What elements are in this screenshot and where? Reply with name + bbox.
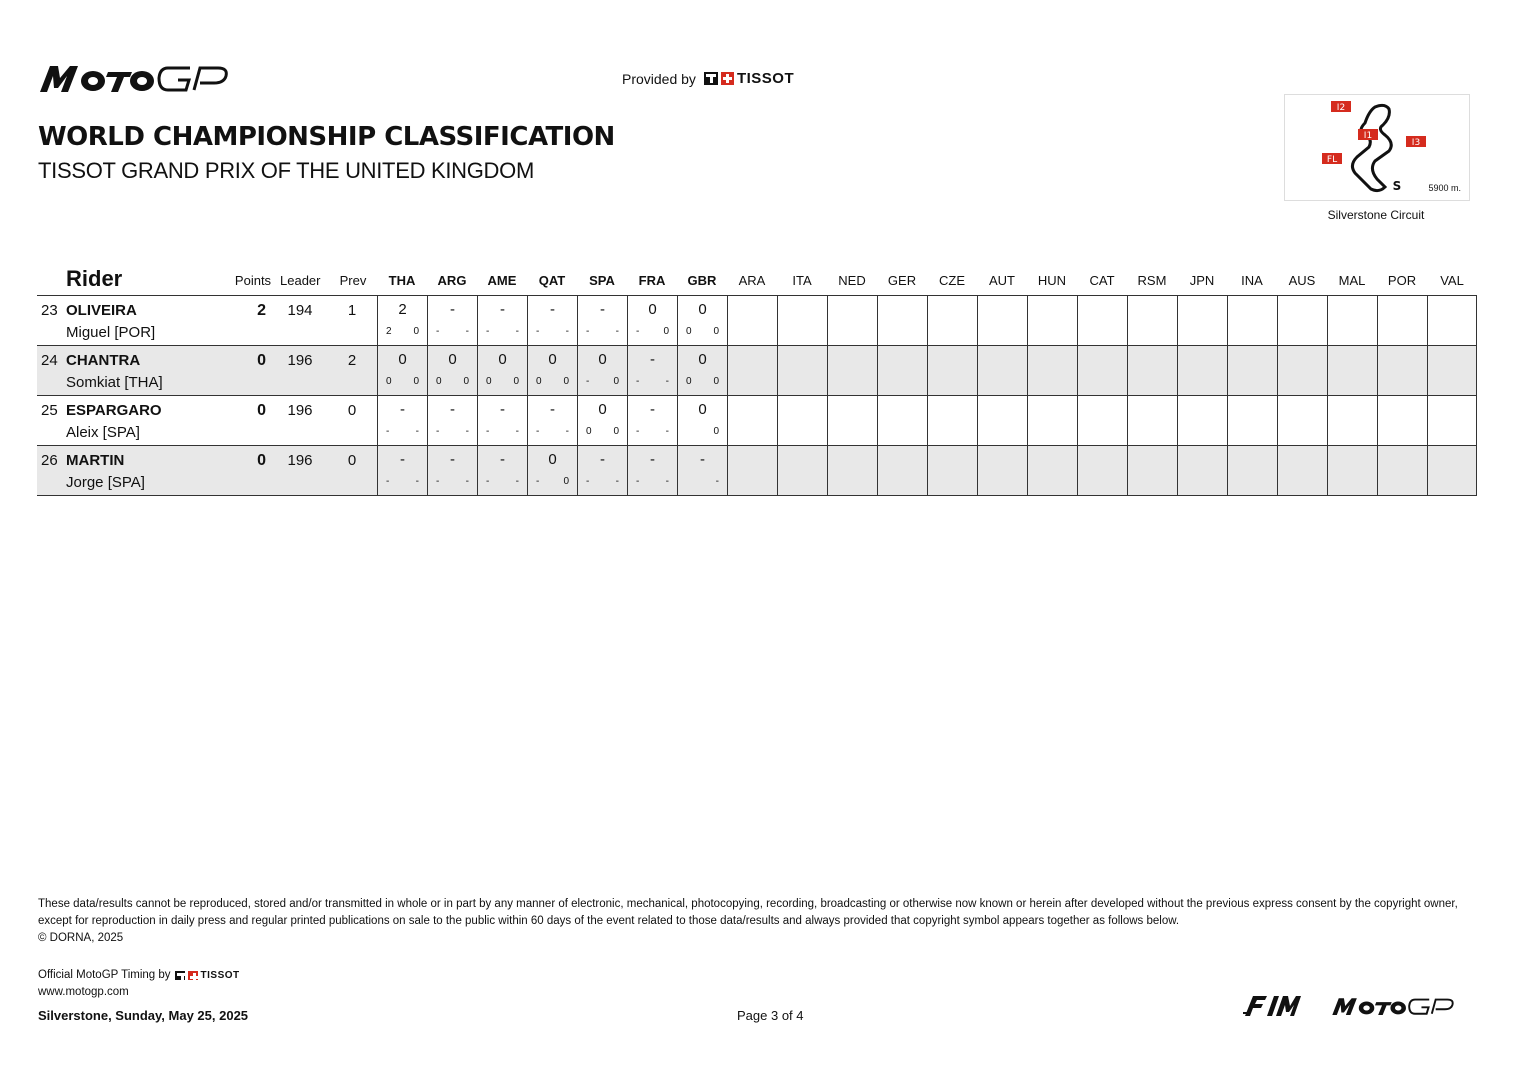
marker-fl: FL bbox=[1326, 155, 1338, 165]
result-cell-ned bbox=[827, 446, 877, 495]
race-sub-value: - bbox=[386, 476, 390, 487]
result-cell-val bbox=[1427, 396, 1477, 445]
result-cell-qat bbox=[527, 396, 577, 445]
circuit-map bbox=[1284, 94, 1470, 201]
race-sub-value: - bbox=[486, 426, 490, 437]
rider-last-name: CHANTRA bbox=[66, 352, 141, 369]
fim-logo bbox=[1243, 992, 1303, 1018]
race-sub-value: 0 bbox=[463, 376, 469, 387]
race-sub-value: - bbox=[486, 476, 490, 487]
race-sub-value: - bbox=[636, 326, 640, 337]
race-points: - bbox=[550, 401, 555, 418]
race-header-ame: AME bbox=[487, 273, 517, 288]
result-cell-jpn bbox=[1177, 396, 1227, 445]
result-cell-por bbox=[1377, 296, 1427, 345]
rider-position: 23 bbox=[41, 302, 58, 319]
page-subtitle: TISSOT GRAND PRIX OF THE UNITED KINGDOM bbox=[38, 158, 534, 183]
result-cell-ita bbox=[777, 396, 827, 445]
race-points: 0 bbox=[548, 451, 557, 468]
result-cell-hun bbox=[1027, 396, 1077, 445]
result-cell-spa bbox=[577, 396, 627, 445]
prev-gap: 0 bbox=[347, 402, 357, 419]
result-cell-ned bbox=[827, 346, 877, 395]
race-points: - bbox=[550, 301, 555, 318]
result-cell-por bbox=[1377, 346, 1427, 395]
classification-table bbox=[37, 266, 1477, 496]
tissot-wordmark: TISSOT bbox=[736, 70, 795, 87]
race-sub-value: 0 bbox=[486, 376, 492, 387]
result-cell-gbr bbox=[677, 346, 727, 395]
result-cell-cat bbox=[1077, 346, 1127, 395]
race-header-ned: NED bbox=[838, 273, 866, 288]
tissot-t-icon bbox=[704, 72, 718, 85]
race-header-mal: MAL bbox=[1338, 273, 1366, 288]
race-points: - bbox=[650, 351, 655, 368]
result-cell-arg bbox=[427, 346, 477, 395]
track-outline-icon bbox=[1352, 105, 1391, 190]
swiss-cross-icon bbox=[188, 971, 198, 980]
marker-i1: I1 bbox=[1363, 131, 1373, 141]
result-cell-tha bbox=[377, 346, 427, 395]
race-points: 0 bbox=[498, 351, 507, 368]
race-sub-value: 0 bbox=[713, 376, 719, 387]
motogp-logo-footer bbox=[1331, 994, 1457, 1018]
circuit-name: Silverstone Circuit bbox=[1327, 208, 1425, 222]
marker-i2: I2 bbox=[1336, 103, 1346, 113]
rider-last-name: MARTIN bbox=[66, 452, 125, 469]
race-sub-value: - bbox=[665, 376, 669, 387]
race-header-ita: ITA bbox=[792, 273, 812, 288]
result-cell-hun bbox=[1027, 446, 1077, 495]
website: www.motogp.com bbox=[38, 986, 129, 998]
result-cell-ita bbox=[777, 346, 827, 395]
result-cell-val bbox=[1427, 346, 1477, 395]
race-sub-value: - bbox=[565, 426, 569, 437]
race-header-fra: FRA bbox=[638, 273, 666, 288]
result-cell-rsm bbox=[1127, 446, 1177, 495]
race-points: 0 bbox=[598, 351, 607, 368]
result-cell-spa bbox=[577, 346, 627, 395]
table-row bbox=[37, 396, 1477, 446]
race-header-rsm: RSM bbox=[1137, 273, 1167, 288]
table-row bbox=[37, 446, 1477, 496]
page-title: WORLD CHAMPIONSHIP CLASSIFICATION bbox=[38, 122, 615, 152]
result-cell-cat bbox=[1077, 396, 1127, 445]
prev-gap: 1 bbox=[347, 302, 357, 319]
race-header-val: VAL bbox=[1440, 273, 1464, 288]
race-header-ina: INA bbox=[1241, 273, 1263, 288]
result-cell-hun bbox=[1027, 346, 1077, 395]
race-sub-value: - bbox=[386, 426, 390, 437]
race-points: - bbox=[500, 301, 505, 318]
race-points: - bbox=[400, 401, 405, 418]
race-sub-value: 0 bbox=[586, 426, 592, 437]
table-body bbox=[37, 296, 1477, 496]
rider-first-name: Somkiat [THA] bbox=[66, 374, 163, 391]
race-sub-value: - bbox=[636, 476, 640, 487]
race-sub-value: 0 bbox=[613, 376, 619, 387]
result-cell-ger bbox=[877, 296, 927, 345]
result-cell-aut bbox=[977, 296, 1027, 345]
race-sub-value: - bbox=[536, 426, 540, 437]
race-points: - bbox=[450, 301, 455, 318]
race-sub-value: - bbox=[515, 476, 519, 487]
tissot-logo-small bbox=[175, 970, 240, 981]
event-location-date: Silverstone, Sunday, May 25, 2025 bbox=[38, 1008, 249, 1023]
result-cell-val bbox=[1427, 446, 1477, 495]
result-cell-fra bbox=[627, 446, 677, 495]
race-points: 0 bbox=[448, 351, 457, 368]
race-sub-value: 0 bbox=[713, 326, 719, 337]
result-cell-ame bbox=[477, 346, 527, 395]
rider-last-name: ESPARGARO bbox=[66, 402, 162, 419]
race-sub-value: - bbox=[665, 476, 669, 487]
rider-position: 26 bbox=[41, 452, 58, 469]
result-cell-val bbox=[1427, 296, 1477, 345]
race-sub-value: - bbox=[415, 476, 419, 487]
race-sub-value: - bbox=[465, 476, 469, 487]
provided-by bbox=[622, 70, 794, 87]
race-header-jpn: JPN bbox=[1189, 273, 1215, 288]
result-cell-ina bbox=[1227, 396, 1277, 445]
tissot-t-icon bbox=[175, 971, 185, 980]
result-cell-spa bbox=[577, 446, 627, 495]
result-cell-ger bbox=[877, 396, 927, 445]
race-points: - bbox=[650, 401, 655, 418]
prev-header: Prev bbox=[339, 273, 367, 288]
result-cell-cze bbox=[927, 446, 977, 495]
result-cell-fra bbox=[627, 296, 677, 345]
leader-gap: 196 bbox=[287, 352, 313, 369]
disclaimer: These data/results cannot be reproduced, stored and/or transmitted in whole or in part by any manner of electronic, mechanical, photocopying, recording, broadcasting or otherwise now known or herein after developed without the previous express consent by the copyright owner, except for reproduction in daily press and regular printed publications on sale to the public within 60 days of the event related to those data/results and always provided that copyright symbol appears together as follows below. bbox=[38, 898, 1458, 927]
result-cell-cze bbox=[927, 296, 977, 345]
race-points: 2 bbox=[398, 301, 407, 318]
result-cell-qat bbox=[527, 346, 577, 395]
result-cell-por bbox=[1377, 446, 1427, 495]
leader-gap: 194 bbox=[287, 302, 313, 319]
result-cell-fra bbox=[627, 396, 677, 445]
race-points: 0 bbox=[548, 351, 557, 368]
swiss-cross-icon bbox=[721, 72, 734, 85]
race-sub-value: 0 bbox=[563, 376, 569, 387]
provided-by-label: Provided by bbox=[622, 70, 696, 87]
race-sub-value: - bbox=[665, 426, 669, 437]
race-sub-value: - bbox=[536, 326, 540, 337]
race-sub-value: - bbox=[486, 326, 490, 337]
result-cell-mal bbox=[1327, 346, 1377, 395]
race-sub-value: - bbox=[515, 326, 519, 337]
result-cell-cat bbox=[1077, 296, 1127, 345]
result-cell-ara bbox=[727, 296, 777, 345]
race-sub-value: 0 bbox=[413, 326, 419, 337]
leader-gap: 196 bbox=[287, 402, 313, 419]
table-row bbox=[37, 346, 1477, 396]
result-cell-spa bbox=[577, 296, 627, 345]
race-header-tha: THA bbox=[388, 273, 416, 288]
table-header bbox=[37, 266, 1477, 296]
result-cell-aut bbox=[977, 396, 1027, 445]
result-cell-ame bbox=[477, 296, 527, 345]
race-sub-value: - bbox=[586, 326, 590, 337]
prev-gap: 2 bbox=[347, 352, 357, 369]
race-sub-value: 0 bbox=[563, 476, 569, 487]
race-points: 0 bbox=[698, 301, 707, 318]
tissot-logo bbox=[704, 70, 794, 87]
marker-i3: I3 bbox=[1411, 138, 1421, 148]
tissot-wordmark: TISSOT bbox=[200, 969, 240, 981]
race-header-cat: CAT bbox=[1089, 273, 1115, 288]
race-sub-value: 0 bbox=[513, 376, 519, 387]
result-cell-mal bbox=[1327, 446, 1377, 495]
result-cell-ara bbox=[727, 396, 777, 445]
rider-first-name: Aleix [SPA] bbox=[66, 424, 140, 441]
race-points: - bbox=[450, 451, 455, 468]
result-cell-arg bbox=[427, 396, 477, 445]
race-header-ger: GER bbox=[887, 273, 917, 288]
rider-first-name: Jorge [SPA] bbox=[66, 474, 145, 491]
race-sub-value: 0 bbox=[686, 326, 692, 337]
result-cell-cze bbox=[927, 346, 977, 395]
result-cell-mal bbox=[1327, 296, 1377, 345]
result-cell-qat bbox=[527, 296, 577, 345]
result-cell-jpn bbox=[1177, 446, 1227, 495]
result-cell-aus bbox=[1277, 296, 1327, 345]
race-points: 0 bbox=[398, 351, 407, 368]
race-points: - bbox=[700, 451, 705, 468]
result-cell-ina bbox=[1227, 446, 1277, 495]
race-points: 0 bbox=[648, 301, 657, 318]
timing-label: Official MotoGP Timing by bbox=[38, 969, 171, 981]
result-cell-jpn bbox=[1177, 296, 1227, 345]
race-header-hun: HUN bbox=[1037, 273, 1067, 288]
race-sub-value: - bbox=[436, 476, 440, 487]
race-points: 0 bbox=[598, 401, 607, 418]
result-cell-gbr bbox=[677, 296, 727, 345]
race-points: - bbox=[500, 401, 505, 418]
result-cell-ina bbox=[1227, 296, 1277, 345]
result-cell-tha bbox=[377, 446, 427, 495]
rider-points: 2 bbox=[257, 302, 266, 319]
race-sub-value: 0 bbox=[686, 376, 692, 387]
race-sub-value: - bbox=[586, 376, 590, 387]
race-sub-value: - bbox=[436, 326, 440, 337]
result-cell-aus bbox=[1277, 346, 1327, 395]
result-cell-ara bbox=[727, 346, 777, 395]
prev-gap: 0 bbox=[347, 452, 357, 469]
result-cell-rsm bbox=[1127, 346, 1177, 395]
race-sub-value: - bbox=[615, 476, 619, 487]
race-sub-value: - bbox=[436, 426, 440, 437]
race-header-aus: AUS bbox=[1288, 273, 1316, 288]
result-cell-ita bbox=[777, 296, 827, 345]
race-sub-value: 0 bbox=[536, 376, 542, 387]
points-header: Points bbox=[234, 273, 272, 288]
race-sub-value: - bbox=[515, 426, 519, 437]
race-points: - bbox=[400, 451, 405, 468]
rider-header: Rider bbox=[66, 266, 123, 291]
result-cell-ned bbox=[827, 396, 877, 445]
result-cell-ame bbox=[477, 446, 527, 495]
race-sub-value: 0 bbox=[413, 376, 419, 387]
race-header-por: POR bbox=[1387, 273, 1417, 288]
race-points: - bbox=[600, 301, 605, 318]
table-row bbox=[37, 296, 1477, 346]
race-header-aut: AUT bbox=[989, 273, 1015, 288]
copyright: © DORNA, 2025 bbox=[38, 932, 124, 944]
race-sub-value: 0 bbox=[663, 326, 669, 337]
race-points: - bbox=[450, 401, 455, 418]
race-points: - bbox=[650, 451, 655, 468]
result-cell-aut bbox=[977, 346, 1027, 395]
result-cell-tha bbox=[377, 296, 427, 345]
result-cell-arg bbox=[427, 446, 477, 495]
race-sub-value: - bbox=[565, 326, 569, 337]
official-timing bbox=[38, 969, 240, 981]
motogp-logo bbox=[38, 62, 233, 94]
race-sub-value: 2 bbox=[386, 326, 392, 337]
race-points: - bbox=[600, 451, 605, 468]
result-cell-cat bbox=[1077, 446, 1127, 495]
result-cell-jpn bbox=[1177, 346, 1227, 395]
rider-points: 0 bbox=[257, 452, 266, 469]
result-cell-por bbox=[1377, 396, 1427, 445]
marker-start: S bbox=[1392, 179, 1402, 193]
result-cell-ned bbox=[827, 296, 877, 345]
race-header-gbr: GBR bbox=[687, 273, 717, 288]
result-cell-ame bbox=[477, 396, 527, 445]
result-cell-aus bbox=[1277, 446, 1327, 495]
leader-gap: 196 bbox=[287, 452, 313, 469]
result-cell-fra bbox=[627, 346, 677, 395]
race-sub-value: - bbox=[465, 426, 469, 437]
race-sub-value: - bbox=[415, 426, 419, 437]
rider-first-name: Miguel [POR] bbox=[66, 324, 156, 341]
rider-position: 24 bbox=[41, 352, 58, 369]
race-header-qat: QAT bbox=[538, 273, 566, 288]
race-sub-value: 0 bbox=[436, 376, 442, 387]
race-points: 0 bbox=[698, 351, 707, 368]
race-points: 0 bbox=[698, 401, 707, 418]
result-cell-rsm bbox=[1127, 296, 1177, 345]
page-number: Page 3 of 4 bbox=[737, 1008, 804, 1023]
race-sub-value: - bbox=[715, 476, 719, 487]
race-header-cze: CZE bbox=[939, 273, 965, 288]
result-cell-ger bbox=[877, 446, 927, 495]
result-cell-tha bbox=[377, 396, 427, 445]
race-points: - bbox=[500, 451, 505, 468]
race-header-ara: ARA bbox=[738, 273, 766, 288]
result-cell-ita bbox=[777, 446, 827, 495]
rider-position: 25 bbox=[41, 402, 58, 419]
race-sub-value: 0 bbox=[713, 426, 719, 437]
circuit-length: 5900 m. bbox=[1428, 183, 1461, 193]
race-sub-value: 0 bbox=[613, 426, 619, 437]
rider-points: 0 bbox=[257, 352, 266, 369]
race-sub-value: - bbox=[536, 476, 540, 487]
rider-last-name: OLIVEIRA bbox=[66, 302, 137, 319]
race-sub-value: - bbox=[615, 326, 619, 337]
result-cell-aus bbox=[1277, 396, 1327, 445]
result-cell-arg bbox=[427, 296, 477, 345]
result-cell-ina bbox=[1227, 346, 1277, 395]
result-cell-hun bbox=[1027, 296, 1077, 345]
race-sub-value: - bbox=[636, 426, 640, 437]
result-cell-rsm bbox=[1127, 396, 1177, 445]
result-cell-mal bbox=[1327, 396, 1377, 445]
result-cell-ger bbox=[877, 346, 927, 395]
result-cell-gbr bbox=[677, 396, 727, 445]
result-cell-aut bbox=[977, 446, 1027, 495]
rider-points: 0 bbox=[257, 402, 266, 419]
race-sub-value: - bbox=[636, 376, 640, 387]
leader-header: Leader bbox=[280, 273, 321, 288]
race-header-spa: SPA bbox=[589, 273, 615, 288]
race-sub-value: - bbox=[586, 476, 590, 487]
result-cell-qat bbox=[527, 446, 577, 495]
result-cell-cze bbox=[927, 396, 977, 445]
race-sub-value: 0 bbox=[386, 376, 392, 387]
race-sub-value: - bbox=[465, 326, 469, 337]
race-header-arg: ARG bbox=[437, 273, 467, 288]
result-cell-gbr bbox=[677, 446, 727, 495]
result-cell-ara bbox=[727, 446, 777, 495]
